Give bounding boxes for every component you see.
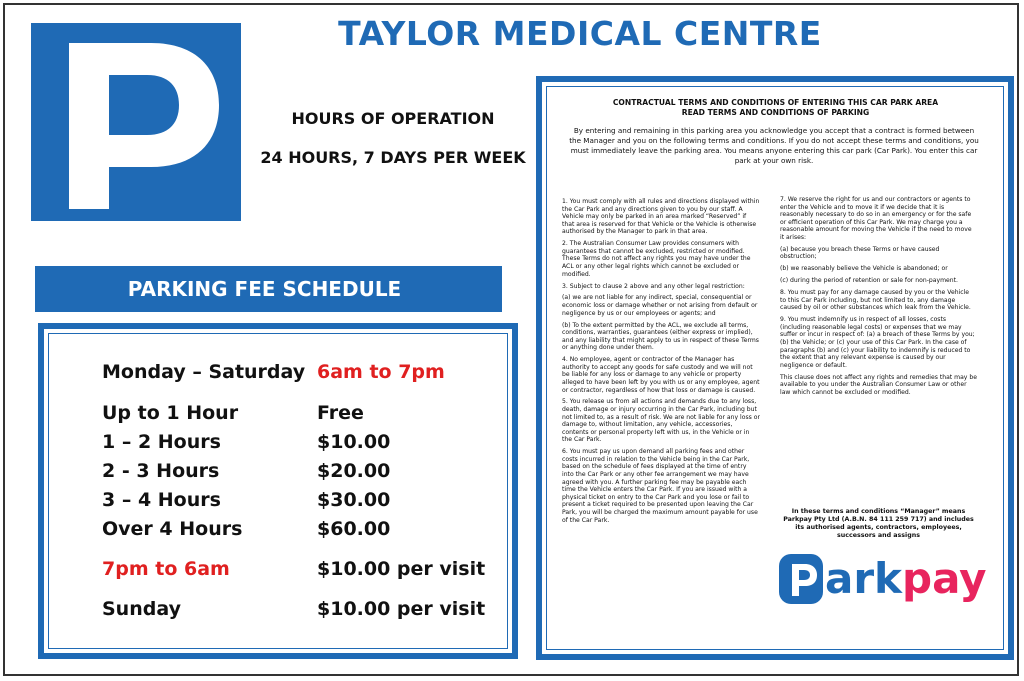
terms-clause: 4. No employee, agent or contractor of the Manager has authority to accept any goods for safe custody and we will not be liable for any loss or damage to any vehicle or property alleged to have been left by you with us or any employee, agent or contractor, regardless of how that loss or damage is caused. — [562, 356, 760, 394]
fee-label-1-2h: 1 – 2 Hours — [102, 431, 221, 453]
terms-intro: By entering and remaining in this parking area you acknowledge you accept that a contract is formed between the Manager and you on the following terms and conditions. If you do not accept these terms and conditions, you must immediately leave the parking area. You means anyone entering this car park (Car Park). You enter this car park at your own risk. — [569, 126, 979, 165]
terms-clause: (c) during the period of retention or sale for non-payment. — [780, 277, 958, 285]
fee-value-night: $10.00 per visit — [317, 558, 486, 580]
fee-label-night: 7pm to 6am — [102, 558, 230, 580]
terms-clause: 1. You must comply with all rules and directions displayed within the Car Park and any directions given to you by our staff. A Vehicle may only be parked in an area marked “Reserved” if that area is reserved for that Vehicle or the Vehicle is otherwise authorised by the Manager to park in that area. — [562, 198, 760, 236]
terms-clause: 3. Subject to clause 2 above and any other legal restriction: — [562, 282, 745, 290]
hours-value: 24 HOURS, 7 DAYS PER WEEK — [260, 148, 526, 167]
terms-heading: CONTRACTUAL TERMS AND CONDITIONS OF ENTERING THIS CAR PARK AREA — [612, 98, 939, 107]
fee-label-2-3h: 2 - 3 Hours — [102, 460, 220, 482]
parking-p-icon — [31, 23, 241, 221]
terms-clause: (b) To the extent permitted by the ACL, we exclude all terms, conditions, warranties, guarantees (either express or implied), and any liability that might apply to us in respect of these Terms or anything done under them. — [562, 321, 759, 352]
terms-clause: (b) we reasonably believe the Vehicle is abandoned; or — [780, 265, 948, 273]
terms-clause: 8. You must pay for any damage caused by you or the Vehicle to this Car Park including, but not limited to, any damage caused by oil or other substances which leak from the Vehicle. — [780, 289, 971, 312]
logo-text-ark: ark — [825, 554, 902, 603]
fee-label-1h: Up to 1 Hour — [102, 402, 239, 424]
manager-definition-note: In these terms and conditions “Manager” means Parkpay Pty Ltd (A.B.N. 84 111 259 717) and includes its authorised agents, contractors, employees, successors and assigns — [783, 508, 974, 539]
logo-text-pay: pay — [902, 554, 987, 603]
fee-value-mon-sat: 6am to 7pm — [317, 361, 445, 383]
fee-value-1h: Free — [317, 402, 364, 424]
fee-value-sunday: $10.00 per visit — [317, 598, 486, 620]
page-title: TAYLOR MEDICAL CENTRE — [338, 14, 822, 53]
terms-clause: 9. You must indemnify us in respect of all losses, costs (including reasonable legal costs) or expenses that we may suffer or incur in respect of: (a) a breach of these Terms by you; (b) the Vehicle; or (c) your use of this Car Park. In the case of paragraphs (b) and (c) your liability to indemnify is reduced to the extent that any relevant expense is caused by our negligence or default. — [780, 316, 975, 369]
fee-value-1-2h: $10.00 — [317, 431, 391, 453]
terms-clause: 5. You release us from all actions and demands due to any loss, death, damage or injury occurring in the Car Park, including but not limited to, as a result of risk. We are not liable for any loss or damage to, without limitation, any vehicle, accessories, contents or personal property left with us, in the Vehicle or in the Car Park. — [562, 398, 760, 444]
fee-value-over-4h: $60.00 — [317, 518, 391, 540]
fee-label-3-4h: 3 – 4 Hours — [102, 489, 221, 511]
terms-clause: (a) because you breach these Terms or have caused obstruction; — [780, 245, 940, 261]
terms-clause: This clause does not affect any rights and remedies that may be available to you under the Australian Consumer Law or other law which cannot be excluded or modified. — [780, 373, 977, 396]
terms-clause: (a) we are not liable for any indirect, special, consequential or economic loss or damage whether or not arising from default or negligence by us or our employees or agents; and — [562, 294, 758, 317]
hours-heading: HOURS OF OPERATION — [291, 109, 495, 128]
parking-sign — [31, 23, 241, 221]
fee-value-2-3h: $20.00 — [317, 460, 391, 482]
terms-right-column — [780, 196, 977, 401]
parkpay-logo — [779, 552, 987, 608]
fee-label-mon-sat: Monday – Saturday — [102, 361, 306, 383]
terms-clause: 6. You must pay us upon demand all parking fees and other costs incurred in relation to the Vehicle being in the Car Park, based on the schedule of fees displayed at the time of entry into the Car Park or any other fee arrangement we may have agreed with you. A further parking fee may be payable each time the Vehicle enters the Car Park. If you are issued with a physical ticket on entry to the Car Park and you lose or fail to present a ticket required to be presented upon leaving the Car Park, you will be charged the maximum amount payable for use of the Car Park. — [562, 448, 758, 524]
terms-clause: 2. The Australian Consumer Law provides consumers with guarantees that cannot be excluded, restricted or modified. These Terms do not affect any rights you may have under the ACL or any other legal rights which cannot be excluded or modified. — [562, 240, 751, 278]
fee-schedule-banner: PARKING FEE SCHEDULE — [35, 266, 502, 312]
fee-label-over-4h: Over 4 Hours — [102, 518, 243, 540]
fee-label-sunday: Sunday — [102, 598, 181, 620]
terms-clause: 7. We reserve the right for us and our contractors or agents to enter the Vehicle and to move it if we decide that it is reasonably necessary to do so in an emergency or for the safe or efficient operation of this Car Park. We may charge you a reasonable amount for moving the Vehicle if the need to move it arises: — [780, 196, 972, 241]
terms-subheading: READ TERMS AND CONDITIONS OF PARKING — [681, 108, 870, 117]
terms-left-column — [562, 198, 760, 529]
fee-value-3-4h: $30.00 — [317, 489, 391, 511]
